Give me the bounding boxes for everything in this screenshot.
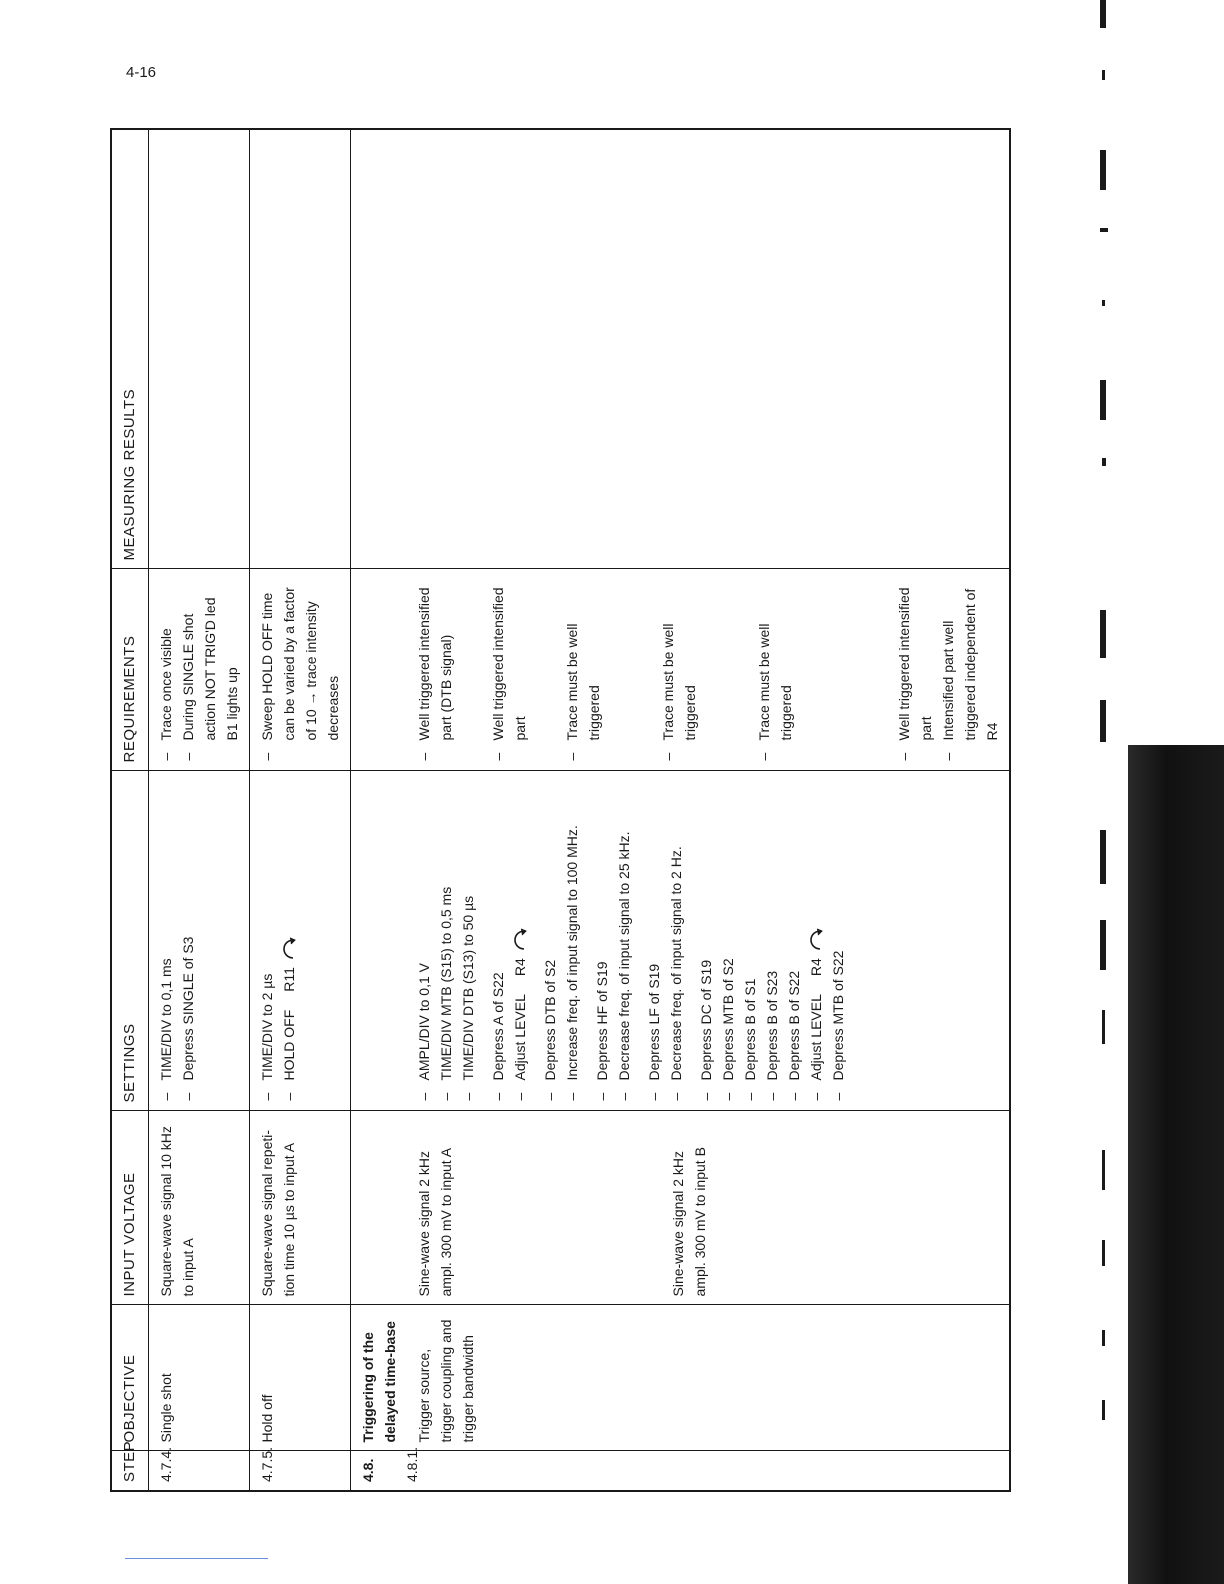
- settings-cell: – TIME/DIV to 2 µs – HOLD OFFR11: [250, 771, 351, 1111]
- table-row: [250, 129, 351, 1491]
- input-cell: Square-wave signal 10 kHz to input A: [149, 1111, 250, 1305]
- header-row: [111, 129, 149, 1491]
- objective-cell: Single shot: [149, 1305, 250, 1451]
- input-cell: Sine-wave signal 2 kHz ampl. 300 mV to input A Sine-wave signal 2 kHz ampl. 300 mV to input B: [351, 1111, 1011, 1305]
- col-input-voltage: INPUT VOLTAGE: [111, 1111, 149, 1305]
- test-procedure-table: [110, 128, 1011, 1492]
- rotated-table-container: [110, 130, 1000, 1492]
- measuring-results-cell[interactable]: [250, 129, 351, 569]
- step-cell: 4.7.5.: [250, 1451, 351, 1491]
- settings-cell: – AMPL/DIV to 0,1 V – TIME/DIV MTB (S15) to 0,5 ms – TIME/DIV DTB (S13) to 50 µs – Depress A of S22 – Adjust LEVELR4 – Depress DTB of S2 – Increase freq. of input signal to 100 MHz. – Depress HF of S19 – Decrease freq. of input signal to 25 kHz. – Depress LF of S19 – Decrease freq. of input signal to 2 Hz. – Depress DC of S19 – Depress MTB of S2 – Depress B of S1 – Depress B of S23 – Depress B of S22 – Adjust LEVELR4 – Depress MTB of S22: [351, 771, 1011, 1111]
- rotate-arrow-icon: [509, 928, 529, 952]
- table-row: [351, 129, 1011, 1491]
- scan-shadow-band: [1128, 745, 1224, 1584]
- input-cell: Square-wave signal repeti-tion time 10 µs to input A: [250, 1111, 351, 1305]
- step-cell: 4.7.4.: [149, 1451, 250, 1491]
- requirements-cell: – Trace once visible – During SINGLE shot action NOT TRIG'D led B1 lights up: [149, 569, 250, 771]
- col-settings: SETTINGS: [111, 771, 149, 1111]
- requirements-cell: – Well triggered intensified part (DTB signal) – Well triggered intensified part – Trace must be well triggered – Trace must be well triggered – Trace must be well triggered – Well triggered intensified part – Intensified part well triggered independent of R4: [351, 569, 1011, 771]
- col-requirements: REQUIREMENTS: [111, 569, 149, 771]
- requirements-cell: – Sweep HOLD OFF time can be varied by a factor of 10 → trace intensity decreases: [250, 569, 351, 771]
- col-measuring-results: MEASURING RESULTS: [111, 129, 149, 569]
- rotate-arrow-icon: [278, 937, 298, 961]
- measuring-results-cell[interactable]: [351, 129, 1011, 569]
- footer-rule: [125, 1558, 268, 1559]
- objective-cell: Triggering of the delayed time-base Trigger source, trigger coupling and trigger bandwidth: [351, 1305, 1011, 1451]
- col-step: STEP: [111, 1451, 149, 1491]
- rotate-arrow-icon: [805, 928, 825, 952]
- col-objective: OBJECTIVE: [111, 1305, 149, 1451]
- settings-cell: – TIME/DIV to 0,1 ms – Depress SINGLE of S3: [149, 771, 250, 1111]
- objective-cell: Hold off: [250, 1305, 351, 1451]
- step-cell: 4.8. 4.8.1.: [351, 1451, 1011, 1491]
- table-row: [149, 129, 250, 1491]
- measuring-results-cell[interactable]: [149, 129, 250, 569]
- page-number: 4-16: [126, 64, 157, 81]
